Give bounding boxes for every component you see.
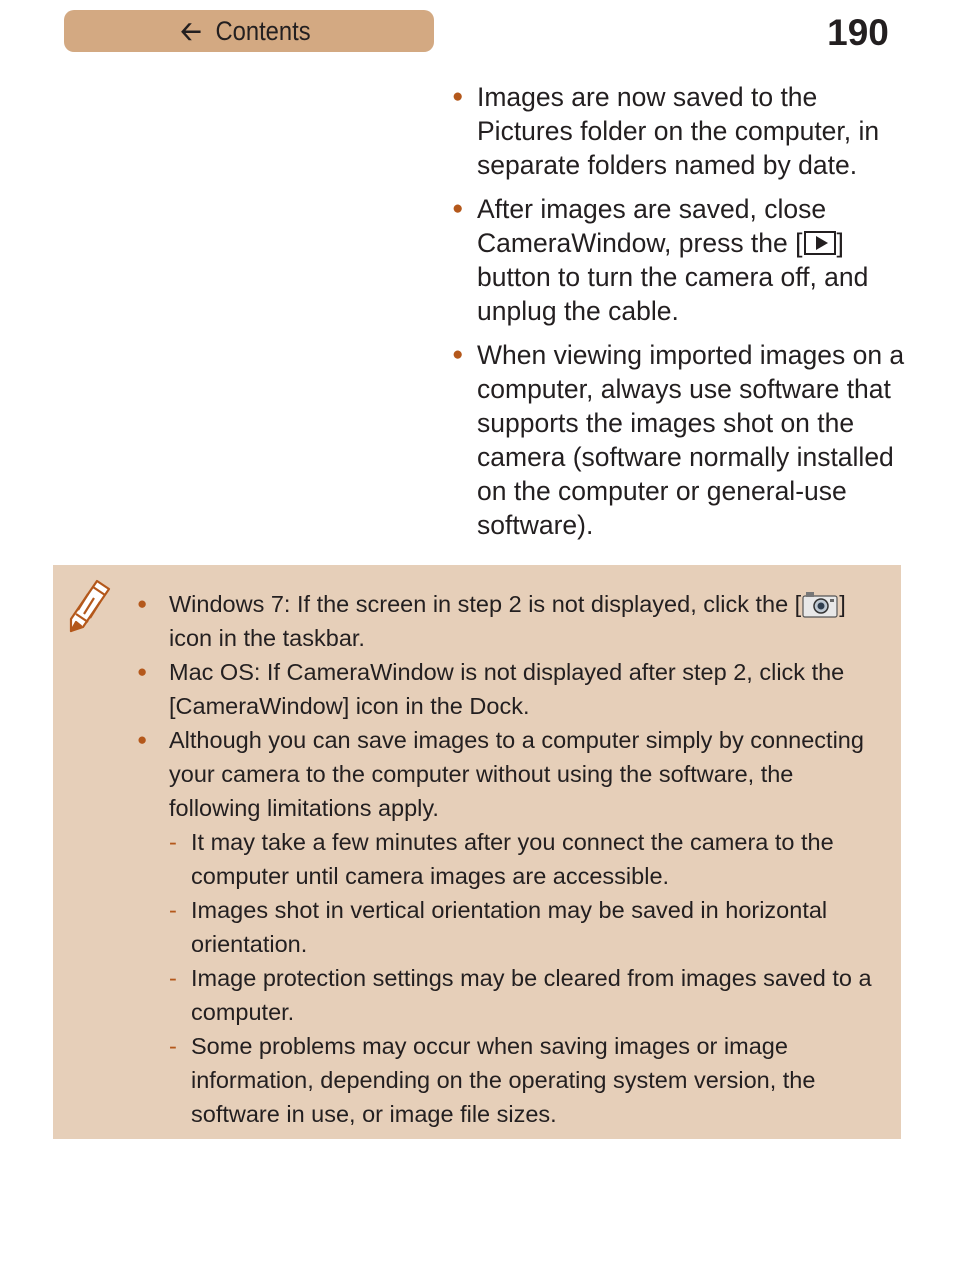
bullet-icon: ● xyxy=(137,730,148,749)
note-text: Although you can save images to a computer simply by connecting your camera to the computer without using the software, the following limitations apply. xyxy=(169,727,864,821)
arrow-left-icon: 🡠 xyxy=(180,16,202,46)
bullet-icon: ● xyxy=(452,198,464,219)
list-item xyxy=(137,655,877,723)
sub-item-text: It may take a few minutes after you connect the camera to the computer until camera images are accessible. xyxy=(191,829,834,889)
list-item xyxy=(452,80,912,182)
sub-item-text: Some problems may occur when saving images or image information, depending on the operating system version, the software in use, or image file sizes. xyxy=(191,1033,816,1127)
sub-list-item xyxy=(169,825,877,893)
note-box xyxy=(53,565,901,1139)
contents-button[interactable] xyxy=(64,10,434,52)
dash-marker: - xyxy=(169,1033,177,1059)
sub-list-item xyxy=(169,1029,877,1131)
camera-icon xyxy=(802,590,838,618)
bullet-text: Images are now saved to the Pictures folder on the computer, in separate folders named by date. xyxy=(477,82,880,180)
sub-list-item xyxy=(169,893,877,961)
contents-label: Contents xyxy=(215,15,312,46)
bullet-text-end: ] button to turn the camera off, and unplug the cable. xyxy=(477,228,869,326)
page-number: 190 xyxy=(827,12,889,53)
bullet-icon: ● xyxy=(452,86,464,107)
dash-marker: - xyxy=(169,829,177,855)
sub-item-text: Image protection settings may be cleared from images saved to a computer. xyxy=(191,965,872,1025)
dash-marker: - xyxy=(169,965,177,991)
play-icon xyxy=(804,231,836,255)
bullet-icon: ● xyxy=(137,662,148,681)
bullet-icon: ● xyxy=(137,594,148,613)
note-text-start: Windows 7: If the screen in step 2 is not displayed, click the [ xyxy=(169,591,802,617)
note-text-end: ] icon in the taskbar. xyxy=(169,591,846,651)
list-item xyxy=(452,192,912,328)
sub-list-item xyxy=(169,961,877,1029)
main-bullet-list xyxy=(452,80,912,552)
pencil-icon xyxy=(67,577,113,633)
bullet-icon: ● xyxy=(452,344,464,365)
bullet-text: When viewing imported images on a computer, always use software that supports the images shot on the camera (software normally installed on the computer or general-use software). xyxy=(477,340,905,540)
dash-marker: - xyxy=(169,897,177,923)
list-item xyxy=(452,338,912,542)
note-text: Mac OS: If CameraWindow is not displayed after step 2, click the [CameraWindow] icon in the Dock. xyxy=(169,659,845,719)
list-item xyxy=(137,723,877,1131)
list-item xyxy=(137,587,877,655)
bullet-text-start: After images are saved, close CameraWindow, press the [ xyxy=(477,194,827,258)
limitations-list xyxy=(169,825,877,1131)
sub-item-text: Images shot in vertical orientation may be saved in horizontal orientation. xyxy=(191,897,828,957)
note-list xyxy=(137,587,877,1131)
